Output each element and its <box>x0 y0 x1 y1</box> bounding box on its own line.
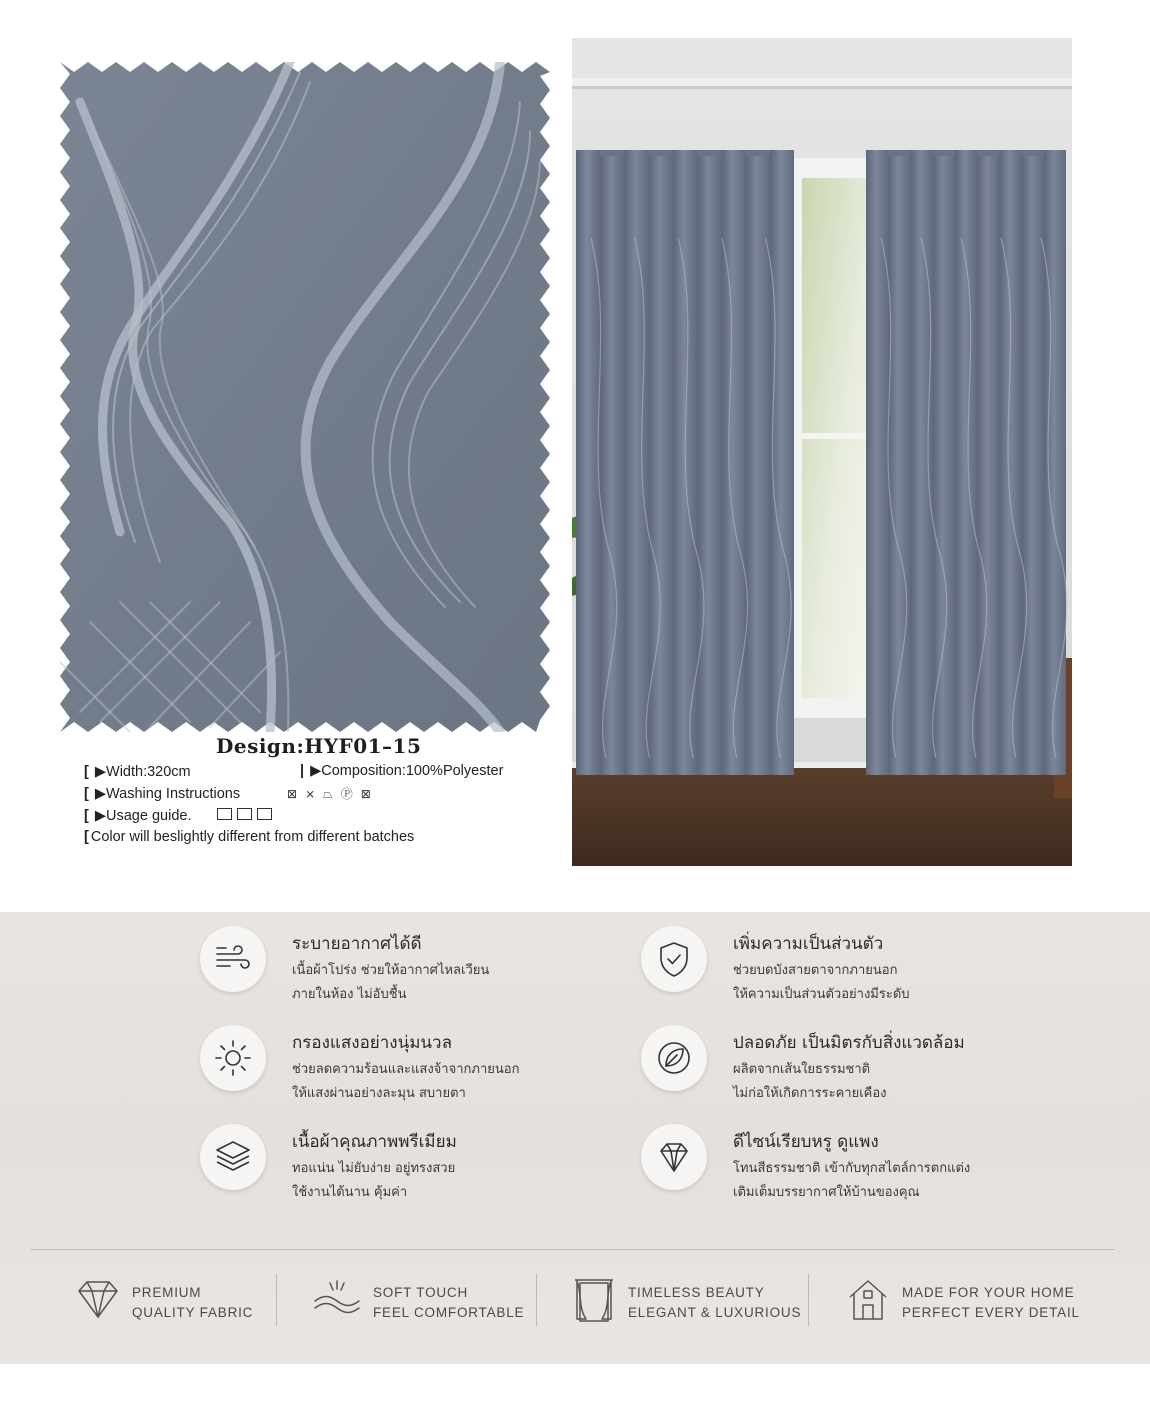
feature-title: เพิ่มความเป็นส่วนตัว <box>733 934 884 954</box>
right-curtain-panel <box>866 150 1067 775</box>
badge-text <box>628 1283 801 1323</box>
wind-icon <box>212 938 254 980</box>
no-bleach-icon: ⨯ <box>305 787 316 801</box>
section-divider <box>30 1249 1115 1250</box>
design-label: Design:HYF01–15 <box>216 734 422 758</box>
sun-icon <box>212 1037 254 1079</box>
spec-width-text: ▶Width:320cm <box>94 764 191 780</box>
badge-soft-touch <box>313 1275 523 1329</box>
no-wash-icon: ⊠ <box>287 787 298 801</box>
usage-window-icon <box>237 808 252 820</box>
iron-icon: ⏢ <box>323 787 333 801</box>
feature-icon-circle <box>641 926 707 992</box>
usage-drape-icon <box>257 808 272 820</box>
feature-icon-circle <box>200 926 266 992</box>
care-symbols <box>287 786 371 802</box>
feature-desc-1: ช่วยบดบังสายตาจากภายนอก <box>733 963 898 978</box>
dry-clean-icon: Ⓟ <box>340 787 353 801</box>
feature-desc-2: ให้แสงผ่านอย่างละมุน สบายตา <box>292 1086 466 1101</box>
feature-desc-1: ทอแน่น ไม่ยับง่าย อยู่ทรงสวย <box>292 1161 456 1176</box>
no-tumble-dry-icon: ⊠ <box>360 787 371 801</box>
curtain-room-photo <box>572 38 1072 866</box>
feature-premium-fabric <box>200 1124 620 1204</box>
badge-separator <box>808 1274 809 1326</box>
badge-text <box>132 1283 253 1323</box>
feature-eco-safe <box>641 1025 1061 1105</box>
feature-desc-1: ผลิตจากเส้นใยธรรมชาติ <box>733 1062 871 1077</box>
badge-line-1: TIMELESS BEAUTY <box>628 1285 765 1300</box>
spec-width: [ ▶Width:320cm <box>84 764 191 780</box>
feature-desc-2: ไม่ก่อให้เกิดการระคายเคือง <box>733 1086 887 1101</box>
home-icon <box>848 1277 888 1321</box>
fabric-swatch-image <box>60 62 550 732</box>
spec-composition: | ▶Composition:100%Polyester <box>300 763 504 779</box>
feature-icon-circle <box>641 1025 707 1091</box>
feature-light-filter <box>200 1025 620 1105</box>
badge-line-1: SOFT TOUCH <box>373 1285 469 1300</box>
left-curtain-panel <box>576 150 794 775</box>
feature-title: ปลอดภัย เป็นมิตรกับสิ่งแวดล้อม <box>733 1033 965 1053</box>
feature-title: เนื้อผ้าคุณภาพพรีเมียม <box>292 1132 457 1152</box>
spec-washing: [ ▶Washing Instructions <box>84 786 241 802</box>
badge-line-1: PREMIUM <box>132 1285 202 1300</box>
badge-separator <box>536 1274 537 1326</box>
feature-desc-1: ช่วยลดความร้อนและแสงจ้าจากภายนอก <box>292 1062 520 1077</box>
spec-usage: [ ▶Usage guide. <box>84 808 192 824</box>
diamond-outline-icon <box>76 1277 120 1321</box>
feature-desc-2: ให้ความเป็นส่วนตัวอย่างมีระดับ <box>733 987 910 1002</box>
feature-icon-circle <box>200 1025 266 1091</box>
badge-timeless-beauty <box>574 1275 802 1329</box>
spec-washing-text: ▶Washing Instructions <box>94 786 241 802</box>
badge-line-2: QUALITY FABRIC <box>132 1305 254 1320</box>
badge-line-2: FEEL COMFORTABLE <box>373 1305 525 1320</box>
diamond-icon <box>653 1136 695 1178</box>
spec-note-text: Color will beslightly different from different batches <box>90 829 415 845</box>
feature-icon-circle <box>200 1124 266 1190</box>
badge-made-for-home <box>848 1275 1078 1329</box>
leaf-icon <box>653 1037 695 1079</box>
spec-composition-text: ▶Composition:100%Polyester <box>310 763 504 779</box>
feature-desc-2: ใช้งานได้นาน คุ้มค่า <box>292 1185 408 1200</box>
badge-separator <box>276 1274 277 1326</box>
soft-touch-icon <box>313 1277 361 1321</box>
feature-desc-1: โทนสีธรรมชาติ เข้ากับทุกสไตล์การตกแต่ง <box>733 1161 971 1176</box>
usage-curtain-icon <box>217 808 232 820</box>
badge-line-2: PERFECT EVERY DETAIL <box>902 1305 1080 1320</box>
spec-note: [ Color will beslightly different from different batches <box>84 829 415 845</box>
feature-desc-2: เติมเต็มบรรยากาศให้บ้านของคุณ <box>733 1185 920 1200</box>
feature-privacy <box>641 926 1061 1006</box>
layers-icon <box>212 1136 254 1178</box>
badge-line-1: MADE FOR YOUR HOME <box>902 1285 1075 1300</box>
feature-desc-2: ภายในห้อง ไม่อับชื้น <box>292 987 407 1002</box>
badge-text <box>373 1283 524 1323</box>
badge-text <box>902 1283 1080 1323</box>
feature-ventilation <box>200 926 620 1006</box>
badge-premium <box>76 1275 266 1329</box>
usage-symbols <box>217 808 272 820</box>
feature-title: ดีไซน์เรียบหรู ดูแพง <box>733 1132 879 1152</box>
spec-usage-text: ▶Usage guide. <box>94 808 192 824</box>
curtain-window-icon <box>574 1277 614 1323</box>
feature-title: กรองแสงอย่างนุ่มนวล <box>292 1033 452 1053</box>
feature-title: ระบายอากาศได้ดี <box>292 934 422 954</box>
feature-desc-1: เนื้อผ้าโปร่ง ช่วยให้อากาศไหลเวียน <box>292 963 490 978</box>
feature-elegant-design <box>641 1124 1061 1204</box>
feature-icon-circle <box>641 1124 707 1190</box>
shield-check-icon <box>653 938 695 980</box>
badge-line-2: ELEGANT & LUXURIOUS <box>628 1305 802 1320</box>
